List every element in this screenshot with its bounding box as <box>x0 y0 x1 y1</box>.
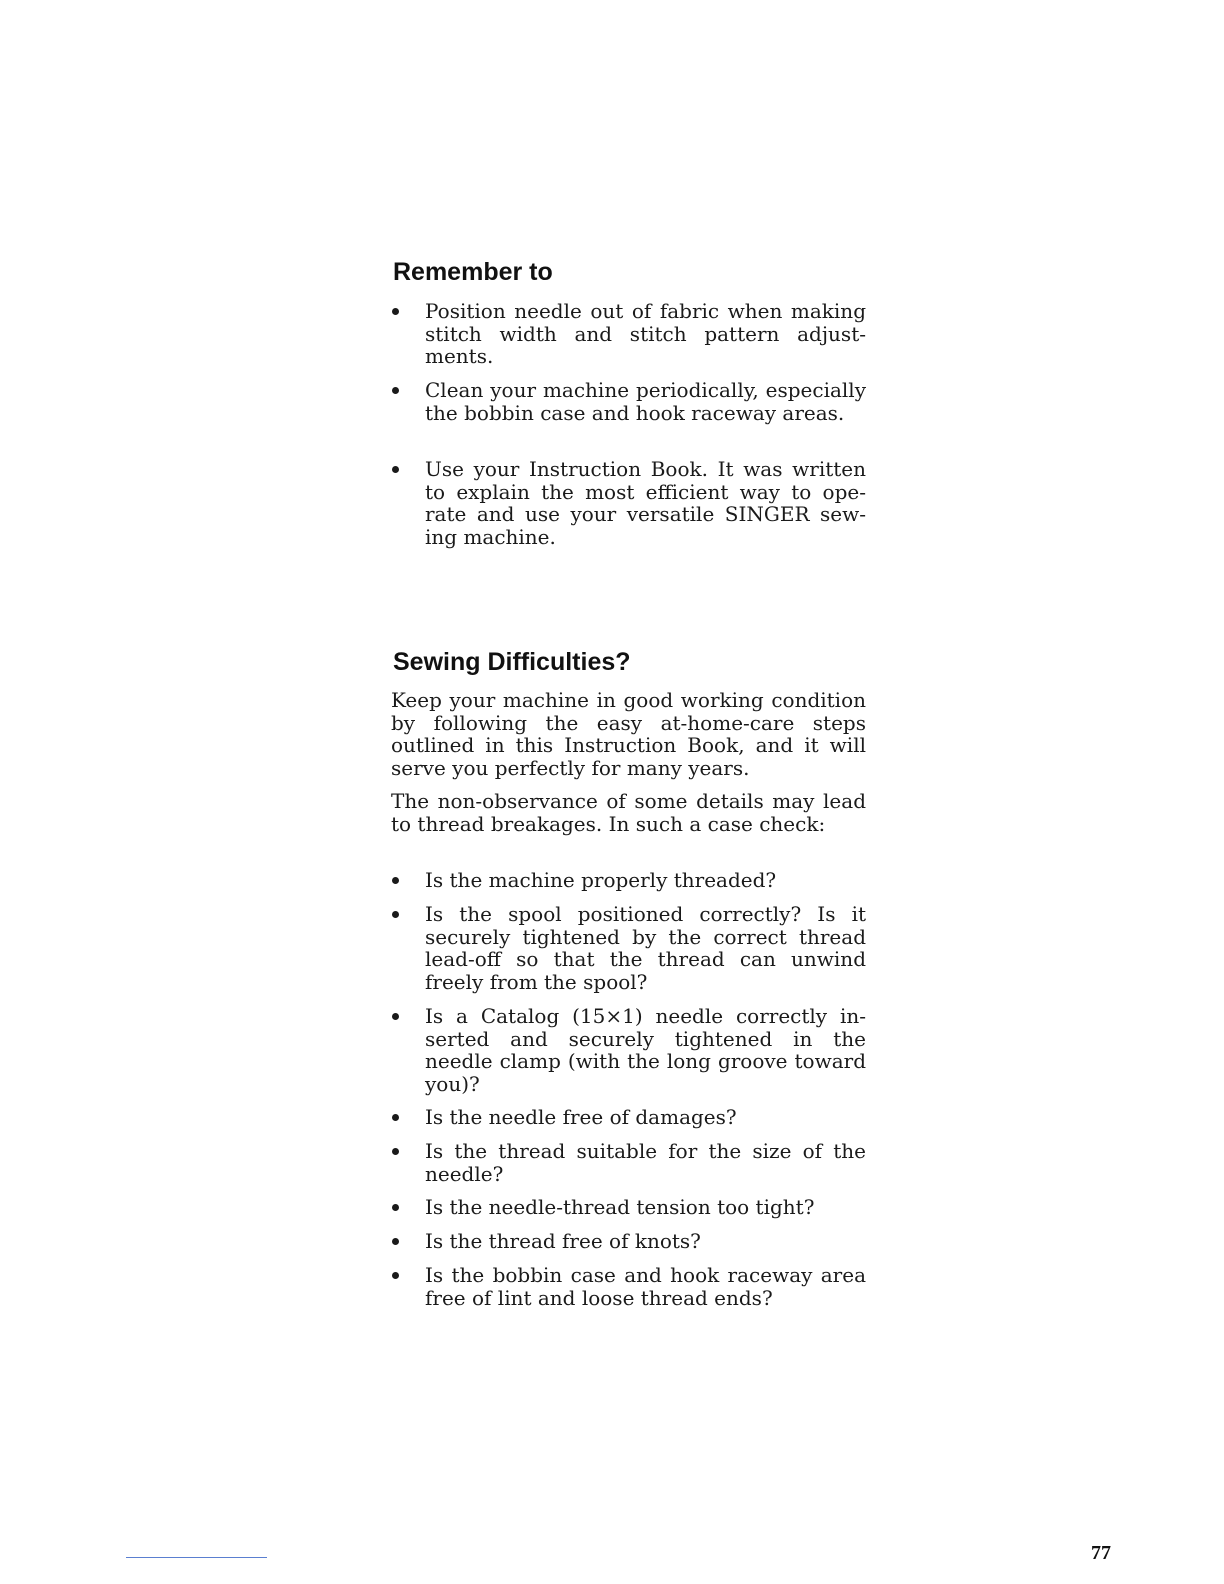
bullet-icon <box>392 1238 399 1245</box>
remember-heading: Remember to <box>393 258 553 286</box>
bullet-icon <box>392 1272 399 1279</box>
list-item-text: Is the thread suitable for the size of the needle? <box>425 1139 866 1186</box>
list-item <box>392 1005 866 1095</box>
bullet-icon <box>392 1204 399 1211</box>
bullet-icon <box>392 877 399 884</box>
list-item <box>392 379 866 424</box>
list-item <box>392 1230 866 1253</box>
list-item-text: Use your Instruction Book. It was written to explain the most efficient way to operate and use your versatile SINGER sewing machine. <box>425 457 866 549</box>
bullet-icon <box>392 1114 399 1121</box>
list-item-text: Position needle out of fabric when making stitch width and stitch pattern adjustments. <box>425 299 866 369</box>
bullet-icon <box>392 911 399 918</box>
bullet-icon <box>392 308 399 315</box>
bullet-icon <box>392 1148 399 1155</box>
page-number: 77 <box>1091 1542 1111 1564</box>
list-item-text: Is the needle free of damages? <box>425 1105 737 1129</box>
list-item-text: Is the needle-thread tension too tight? <box>425 1195 815 1219</box>
difficulties-heading: Sewing Difficulties? <box>393 648 631 676</box>
difficulties-lead: The non-observance of some details may lead to thread breakages. In such a case check: <box>391 789 866 836</box>
bullet-icon <box>392 387 399 394</box>
difficulties-intro: Keep your machine in good working condition by following the easy at-home-care steps outlined in this Instruction Book, and it will serve you perfectly for many years. <box>391 688 866 780</box>
list-item <box>392 1140 866 1185</box>
list-item-text: Is the bobbin case and hook raceway area free of lint and loose thread ends? <box>425 1263 866 1310</box>
bullet-icon <box>392 466 399 473</box>
list-item-text: Is the thread free of knots? <box>425 1229 701 1253</box>
list-item <box>392 903 866 993</box>
list-item <box>392 1264 866 1309</box>
list-item-text: Is the spool positioned correctly? Is it securely tightened by the correct thread lead-off so that the thread can unwind freely from the spool? <box>425 902 866 994</box>
list-item-text: Is a Catalog (15×1) needle correctly inserted and securely tightened in the needle clamp (with the long groove toward you)? <box>425 1004 866 1096</box>
list-item <box>392 1196 866 1219</box>
list-item-text: Clean your machine periodically, especially the bobbin case and hook raceway areas. <box>425 378 866 425</box>
bullet-icon <box>392 1013 399 1020</box>
list-item <box>392 1106 866 1129</box>
list-item-text: Is the machine properly threaded? <box>425 868 777 892</box>
footer-rule <box>126 1557 267 1558</box>
list-item <box>392 458 866 548</box>
list-item <box>392 300 866 368</box>
list-item <box>392 869 866 892</box>
